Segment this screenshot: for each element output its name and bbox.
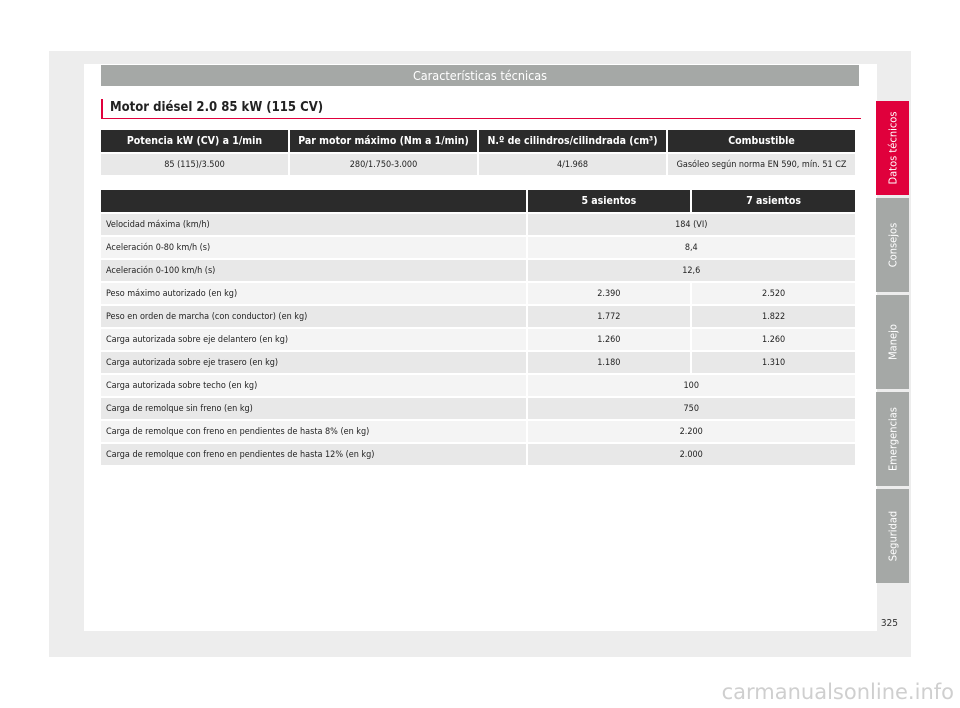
row-label: Carga de remolque con freno en pendientes de hasta 8% (en kg) [101, 419, 526, 442]
table-row [101, 396, 855, 419]
table-row [101, 327, 855, 350]
value-cell: 2.000 [528, 442, 856, 465]
value-cell: 184 (VI) [528, 212, 856, 235]
table-row [101, 304, 855, 327]
table-row [101, 152, 855, 175]
table-header-row [101, 190, 855, 212]
row-label: Carga de remolque sin freno (en kg) [101, 396, 526, 419]
value-cell: 1.822 [692, 304, 855, 327]
column-header: Par motor máximo (Nm a 1/min) [290, 130, 477, 152]
engine-specs-table [99, 130, 857, 175]
side-tab[interactable] [876, 489, 909, 583]
side-tab-label: Manejo [886, 324, 899, 360]
side-tab[interactable] [876, 198, 909, 292]
value-cell: 100 [528, 373, 856, 396]
watermark: carmanualsonline.info [721, 680, 954, 704]
side-tab-label: Seguridad [886, 510, 899, 562]
side-tab-label: Consejos [886, 222, 899, 268]
table-cell: 4/1.968 [479, 152, 666, 175]
page-number: 325 [880, 618, 898, 629]
row-label: Velocidad máxima (km/h) [101, 212, 526, 235]
column-header: Potencia kW (CV) a 1/min [101, 130, 288, 152]
value-cell: 1.310 [692, 350, 855, 373]
table-cell: 85 (115)/3.500 [101, 152, 288, 175]
row-label: Peso en orden de marcha (con conductor) (en kg) [101, 304, 526, 327]
table-cell: 280/1.750-3.000 [290, 152, 477, 175]
table-row [101, 212, 855, 235]
value-cell: 2.520 [692, 281, 855, 304]
title-underline [103, 118, 861, 119]
value-cell: 12,6 [528, 258, 856, 281]
table-row [101, 258, 855, 281]
table-row [101, 442, 855, 465]
row-label: Aceleración 0-100 km/h (s) [101, 258, 526, 281]
row-label: Carga de remolque con freno en pendientes de hasta 12% (en kg) [101, 442, 526, 465]
value-cell: 750 [528, 396, 856, 419]
row-label: Carga autorizada sobre eje delantero (en kg) [101, 327, 526, 350]
performance-table [99, 190, 857, 465]
table-header-row [101, 130, 855, 152]
table-row [101, 419, 855, 442]
page-title-row [101, 99, 861, 119]
row-label: Carga autorizada sobre techo (en kg) [101, 373, 526, 396]
section-title-bar: Características técnicas [101, 65, 859, 86]
side-tab[interactable] [876, 295, 909, 389]
column-header: Combustible [668, 130, 855, 152]
row-label: Peso máximo autorizado (en kg) [101, 281, 526, 304]
table-row [101, 281, 855, 304]
side-tab-label: Datos técnicos [886, 111, 899, 185]
table-row [101, 350, 855, 373]
value-cell: 1.260 [528, 327, 691, 350]
column-header [101, 190, 526, 212]
value-cell: 2.200 [528, 419, 856, 442]
table-row [101, 235, 855, 258]
value-cell: 1.772 [528, 304, 691, 327]
value-cell: 1.180 [528, 350, 691, 373]
column-header: 5 asientos [528, 190, 691, 212]
column-header: 7 asientos [692, 190, 855, 212]
page-title: Motor diésel 2.0 85 kW (115 CV) [110, 100, 324, 115]
side-tab-label: Emergencias [886, 407, 899, 471]
table-cell: Gasóleo según norma EN 590, mín. 51 CZ [668, 152, 855, 175]
row-label: Carga autorizada sobre eje trasero (en kg) [101, 350, 526, 373]
column-header: N.º de cilindros/cilindrada (cm³) [479, 130, 666, 152]
value-cell: 1.260 [692, 327, 855, 350]
side-tab[interactable] [876, 101, 909, 195]
value-cell: 2.390 [528, 281, 691, 304]
row-label: Aceleración 0-80 km/h (s) [101, 235, 526, 258]
side-tab[interactable] [876, 392, 909, 486]
table-row [101, 373, 855, 396]
value-cell: 8,4 [528, 235, 856, 258]
